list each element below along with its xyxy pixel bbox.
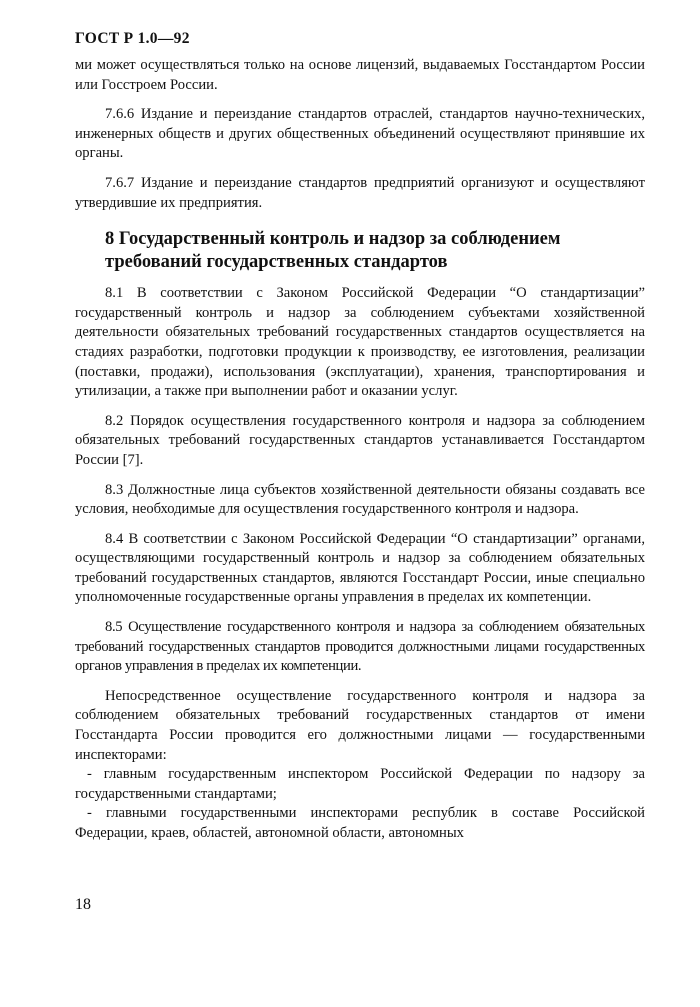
continued-paragraph: ми может осуществляться только на основе лицензий, выдаваемых Госстандартом России или Госстроем России.: [75, 57, 645, 93]
page-number: 18: [75, 896, 91, 913]
list-item: - главным государственным инспектором Российской Федерации по надзору за государственными стандартами;: [75, 766, 645, 802]
section-heading: 8 Государственный контроль и надзор за соблюдением требований государственных стандартов: [105, 229, 561, 273]
paragraph-7-6-7: 7.6.7 Издание и переиздание стандартов предприятий организуют и осуществляют утвердившие их предприятия.: [75, 174, 645, 211]
paragraph-7-6-6: 7.6.6 Издание и переиздание стандартов отраслей, стандартов научно-технических, инженерных обществ и других общественных объединений осуществляют принявшие их органы.: [75, 106, 645, 162]
paragraph-8-4: 8.4 В соответствии с Законом Российской Федерации “О стандартизации” органами, осуществляющими государственный контроль и надзор за соблюдением обязательных требований государственных стандартов, являются Госстандарт России, иные специально уполномоченные государственные органы управления в пределах их компетенции.: [75, 530, 645, 606]
paragraph-8-3: 8.3 Должностные лица субъектов хозяйственной деятельности обязаны создавать все условия, необходимые для осуществления государственного контроля и надзора.: [75, 481, 645, 518]
document-body: [75, 56, 645, 844]
paragraph-8-5: 8.5 Осуществление государственного контроля и надзора за соблюдением обязательных требований государственных стандартов проводится должностными лицами государственных органов управления в пределах их компетенции.: [75, 619, 645, 675]
paragraph-direct-control: Непосредственное осуществление государственного контроля и надзора за соблюдением обязательных требований государственных стандартов от имени Госстандарта России проводится его должностными лицами — государственными инспекторами:: [75, 687, 645, 763]
paragraph-8-2: 8.2 Порядок осуществления государственного контроля и надзора за соблюдением обязательных требований государственных стандартов устанавливается Госстандартом России [7].: [75, 412, 645, 468]
paragraph-8-1: 8.1 В соответствии с Законом Российской Федерации “О стандартизации” государственный контроль и надзор за соблюдением субъектами хозяйственной деятельности обязательных требований государственных стандартов осуществляется на стадиях разработки, подготовки продукции к производству, ее изготовления, реализации (поставки, продажи), использования (эксплуатации), хранения, транспортирования и утилизации, а также при выполнении работ и оказании услуг.: [75, 285, 645, 400]
document-header: ГОСТ Р 1.0—92: [75, 30, 190, 47]
list-item: - главными государственными инспекторами республик в составе Российской Федерации, краев, областей, автономной области, автономных: [75, 805, 645, 841]
